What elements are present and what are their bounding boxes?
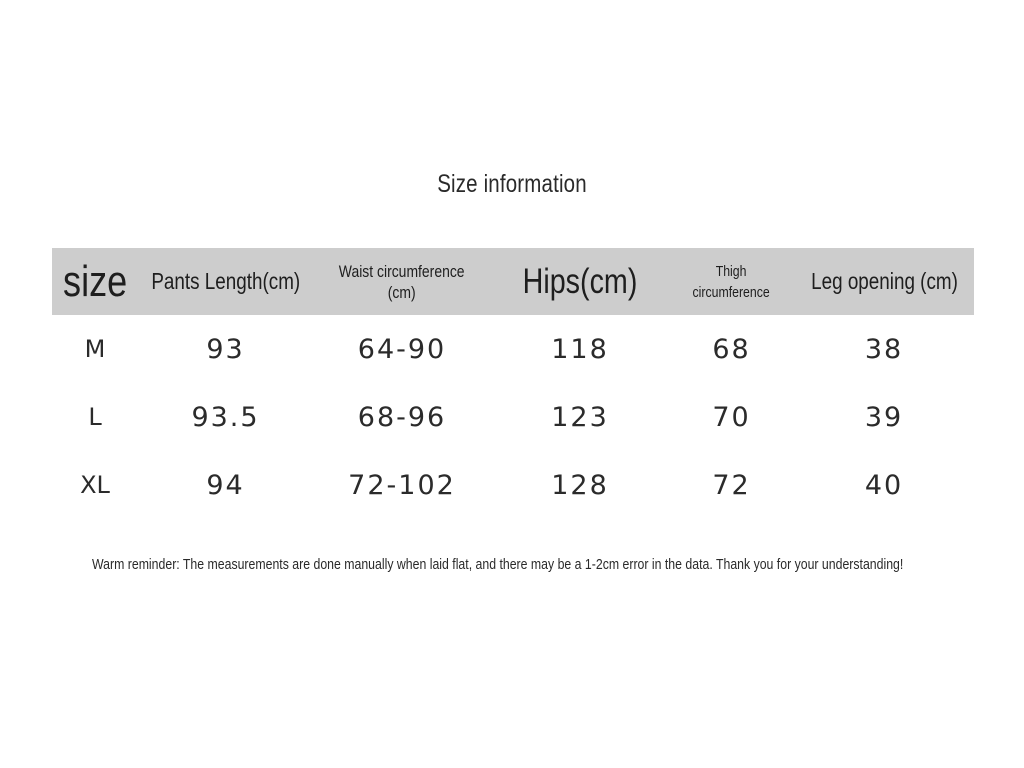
header-hips: Hips(cm) (522, 261, 638, 301)
table-row (52, 451, 974, 519)
table-row (52, 315, 974, 383)
table-header-row (52, 248, 974, 315)
cell-leg-opening: 40 (864, 469, 904, 501)
cell-size: M (84, 335, 106, 363)
cell-thigh: 70 (712, 401, 751, 433)
cell-hips: 118 (551, 333, 609, 365)
header-thigh-circumference (669, 248, 794, 315)
size-table (52, 248, 974, 519)
cell-thigh: 68 (712, 333, 751, 365)
header-waist-line2: (cm) (388, 282, 416, 302)
cell-thigh: 72 (712, 469, 751, 501)
cell-leg-opening: 38 (864, 333, 904, 365)
cell-hips: 123 (551, 401, 609, 433)
header-thigh-line1: Thigh (716, 262, 747, 280)
header-thigh-line2: circumference (692, 283, 771, 301)
cell-size: XL (80, 471, 110, 499)
cell-waist: 64-90 (357, 333, 447, 365)
header-waist-line1: Waist circumference (339, 261, 465, 281)
cell-size: L (88, 403, 102, 431)
cell-waist: 68-96 (357, 401, 447, 433)
header-leg-opening: Leg opening (cm) (810, 268, 958, 294)
table-row (52, 383, 974, 451)
measurement-note: Warm reminder: The measurements are done manually when laid flat, and there may be a 1-2cm error in the data. Thank you for your understanding! (92, 556, 904, 573)
cell-leg-opening: 39 (864, 401, 904, 433)
page-title: Size information (437, 170, 587, 198)
cell-pants-length: 93 (206, 333, 245, 365)
cell-waist: 72-102 (348, 469, 456, 501)
header-size: size (62, 256, 128, 306)
cell-pants-length: 93.5 (191, 401, 260, 433)
cell-pants-length: 94 (206, 469, 245, 501)
header-waist-circumference (313, 248, 491, 315)
header-pants-length: Pants Length(cm) (151, 268, 300, 294)
cell-hips: 128 (551, 469, 609, 501)
